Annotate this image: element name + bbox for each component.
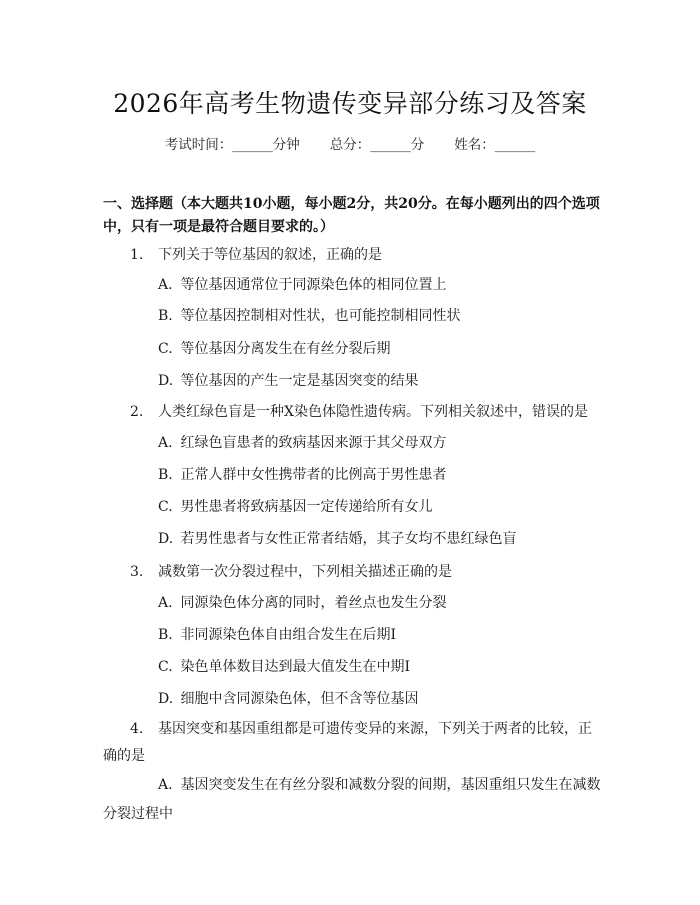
option-label: D. <box>158 691 174 707</box>
answer-option <box>158 591 603 615</box>
exam-meta-line <box>0 133 700 153</box>
option-label: D. <box>158 373 174 389</box>
question-stem <box>103 560 603 584</box>
question-number: 2. <box>130 404 144 420</box>
answer-option <box>103 771 603 829</box>
answer-option <box>158 463 603 487</box>
question-stem <box>103 716 603 770</box>
option-label: C. <box>158 659 173 675</box>
option-label: A. <box>158 277 173 293</box>
option-text: 红绿色盲患者的致病基因来源于其父母双方 <box>180 435 447 451</box>
student-name-field: 姓名：______ <box>454 137 536 153</box>
question-number: 4. <box>130 721 144 737</box>
answer-option <box>158 304 603 328</box>
option-label: B. <box>158 467 173 483</box>
option-text: 同源染色体分离的同时，着丝点也发生分裂 <box>180 595 447 611</box>
option-label: B. <box>158 627 173 643</box>
question-number: 1. <box>130 247 144 263</box>
answer-option <box>158 431 603 455</box>
option-text: 染色单体数目达到最大值发生在中期Ⅰ <box>180 659 410 675</box>
question-text: 减数第一次分裂过程中，下列相关描述正确的是 <box>158 564 452 580</box>
answer-option <box>158 369 603 393</box>
option-label: B. <box>158 308 173 324</box>
question-text: 基因突变和基因重组都是可遗传变异的来源，下列关于两者的比较，正确的是 <box>103 721 592 764</box>
answer-option <box>158 623 603 647</box>
option-text: 正常人群中女性携带者的比例高于男性患者 <box>180 467 447 483</box>
section-heading: 一、选择题（本大题共10小题，每小题2分，共20分。在每小题列出的四个选项中，只有一项是最符合题目要求的。） <box>103 196 600 235</box>
option-text: 细胞中含同源染色体，但不含等位基因 <box>180 691 419 707</box>
answer-option <box>158 495 603 519</box>
option-text: 等位基因控制相对性状，也可能控制相同性状 <box>180 308 461 324</box>
question-number: 3. <box>130 564 144 580</box>
question-stem <box>103 400 603 424</box>
option-label: A. <box>158 435 173 451</box>
answer-option <box>158 337 603 361</box>
option-label: C. <box>158 499 173 515</box>
option-text: 若男性患者与女性正常者结婚，其子女均不患红绿色盲 <box>180 531 517 547</box>
option-text: 等位基因通常位于同源染色体的相同位置上 <box>180 277 447 293</box>
option-text: 等位基因的产生一定是基因突变的结果 <box>180 373 419 389</box>
page-title: 2026年高考生物遗传变异部分练习及答案 <box>113 89 587 118</box>
answer-option <box>158 687 603 711</box>
option-label: A. <box>158 595 173 611</box>
exam-time-field: 考试时间：______分钟 <box>164 137 300 153</box>
option-label: C. <box>158 341 173 357</box>
option-text: 非同源染色体自由组合发生在后期Ⅰ <box>180 627 396 643</box>
answer-option <box>158 527 603 551</box>
option-label: A. <box>158 777 173 793</box>
option-label: D. <box>158 531 174 547</box>
answer-option <box>158 273 603 297</box>
option-text: 基因突变发生在有丝分裂和减数分裂的间期，基因重组只发生在减数分裂过程中 <box>103 777 601 822</box>
answer-option <box>158 655 603 679</box>
question-text: 下列关于等位基因的叙述，正确的是 <box>158 247 382 263</box>
option-text: 男性患者将致病基因一定传递给所有女儿 <box>180 499 433 515</box>
question-stem <box>103 243 603 267</box>
option-text: 等位基因分离发生在有丝分裂后期 <box>180 341 391 357</box>
total-score-field: 总分：______分 <box>329 137 425 153</box>
question-text: 人类红绿色盲是一种X染色体隐性遗传病。下列相关叙述中，错误的是 <box>158 404 588 420</box>
